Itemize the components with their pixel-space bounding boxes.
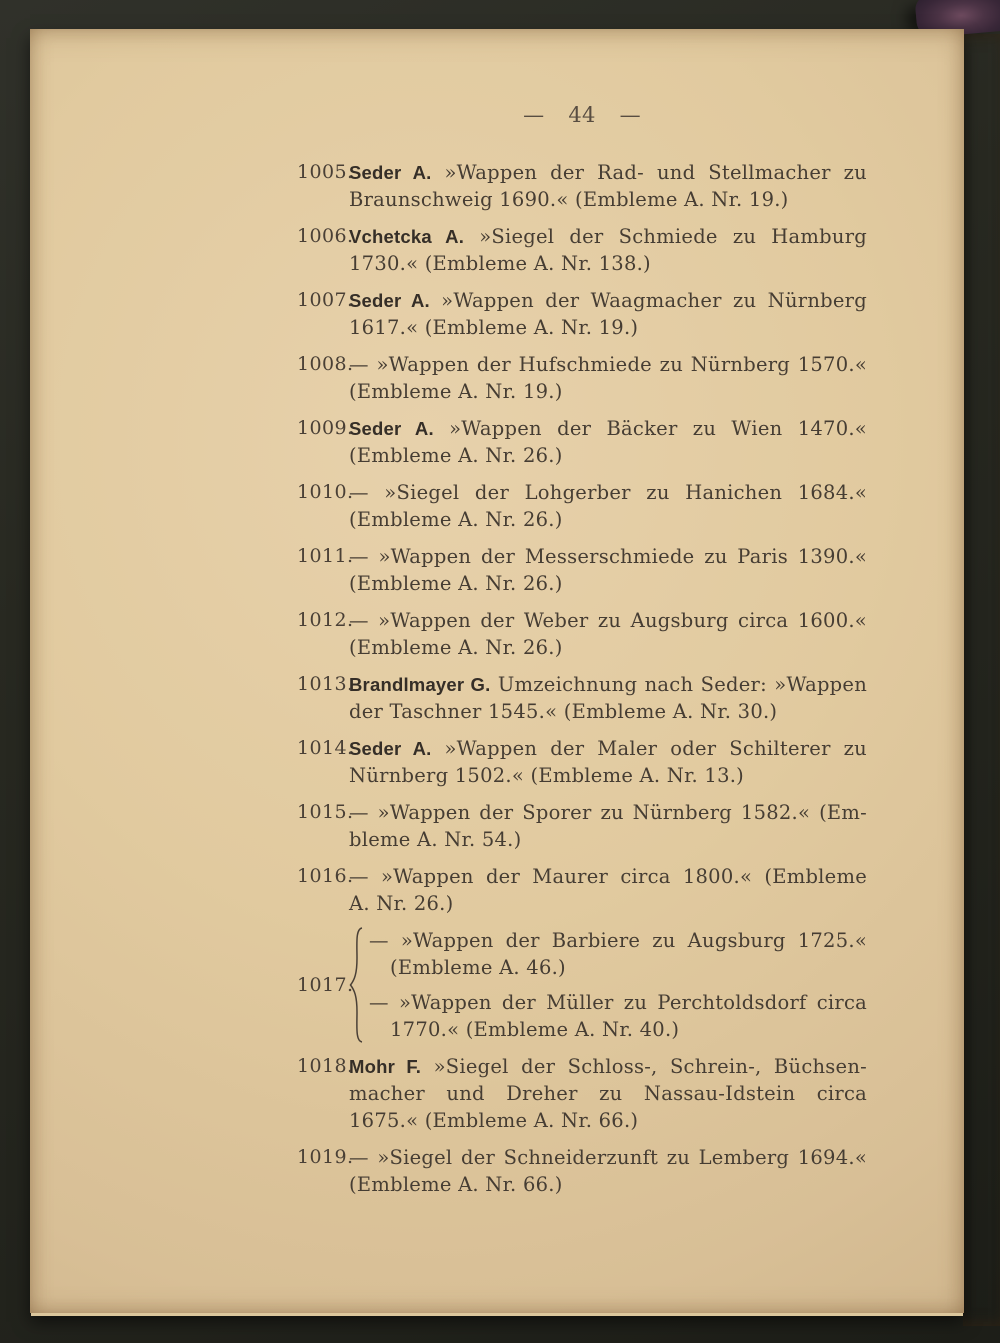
entry-line: — »Wappen der Maurer circa 1800.« (Embleme [349, 865, 867, 888]
entry-line: Mohr F. »Siegel der Schloss-, Schrein-, Büchsen- [349, 1055, 867, 1078]
entry-line: — »Wappen der Weber zu Augsburg circa 1600.« [349, 609, 867, 632]
entry-line: (Embleme A. Nr. 26.) [349, 636, 563, 659]
page-number-value: 44 [568, 103, 596, 127]
entry-line: Seder A. »Wappen der Maler oder Schilterer zu [349, 737, 867, 760]
entry-number: 1008. [297, 353, 354, 375]
entry-line: — »Wappen der Barbiere zu Augsburg 1725.« [369, 929, 867, 952]
next-page-edge [963, 34, 1000, 1326]
entry-line: — »Wappen der Müller zu Perchtoldsdorf circa [369, 991, 867, 1014]
entry-number: 1019. [297, 1146, 354, 1168]
entry-line: — »Siegel der Lohgerber zu Hanichen 1684.« [349, 481, 867, 504]
entry-number: 1014. [297, 737, 354, 759]
text-block [297, 29, 867, 1313]
entry-line: (Embleme A. Nr. 26.) [349, 508, 563, 531]
entry-line: — »Wappen der Hufschmiede zu Nürnberg 1570.« [349, 353, 867, 376]
entry-line: 1730.« (Embleme A. Nr. 138.) [349, 252, 651, 275]
entry-line: Braunschweig 1690.« (Embleme A. Nr. 19.) [349, 188, 789, 211]
entry-number: 1018. [297, 1055, 354, 1077]
catalog-entry [297, 607, 867, 661]
header-dash-right: — [619, 103, 641, 127]
entry-line: (Embleme A. Nr. 66.) [349, 1173, 563, 1196]
catalog-entry [297, 1144, 867, 1198]
catalog-entry-group [297, 927, 867, 1043]
entry-number: 1011. [297, 545, 354, 567]
entry-line: — »Siegel der Schneiderzunft zu Lemberg 1694.« [349, 1146, 867, 1169]
entry-line: (Embleme A. Nr. 19.) [349, 380, 563, 403]
entry-line: Nürnberg 1502.« (Embleme A. Nr. 13.) [349, 764, 745, 787]
catalog-entry [297, 799, 867, 853]
entry-number: 1010. [297, 481, 354, 503]
entry-line: — »Wappen der Messerschmiede zu Paris 1390.« [349, 545, 867, 568]
entry-line: — »Wappen der Sporer zu Nürnberg 1582.« (Em- [349, 801, 867, 824]
entry-line: 1617.« (Embleme A. Nr. 19.) [349, 316, 639, 339]
entry-line: der Taschner 1545.« (Embleme A. Nr. 30.) [349, 700, 778, 723]
author-name: Seder A. [349, 738, 432, 759]
catalog-entry [297, 735, 867, 789]
entry-number: 1013. [297, 673, 354, 695]
catalog-subentry [369, 989, 867, 1043]
entry-group-column [369, 927, 867, 1043]
catalog-entry [297, 159, 867, 213]
entry-number: 1017. [297, 973, 354, 996]
catalog-entry [297, 351, 867, 405]
entry-line: macher und Dreher zu Nassau-Idstein circa [349, 1082, 867, 1105]
entry-line: 1675.« (Embleme A. Nr. 66.) [349, 1109, 639, 1132]
entry-line: (Embleme A. Nr. 26.) [349, 572, 563, 595]
author-name: Brandlmayer G. [349, 674, 491, 695]
entry-line: Seder A. »Wappen der Rad- und Stellmacher zu [349, 161, 867, 184]
entry-line: (Embleme A. Nr. 26.) [349, 444, 563, 467]
author-name: Seder A. [349, 162, 432, 183]
entry-number: 1016. [297, 865, 354, 887]
entry-number: 1007. [297, 289, 354, 311]
catalog-entry [297, 479, 867, 533]
catalog-entry [297, 863, 867, 917]
catalog-subentry [369, 927, 867, 981]
entry-line: Vchetcka A. »Siegel der Schmiede zu Hamburg [349, 225, 868, 248]
entry-line: (Embleme A. 46.) [390, 956, 566, 979]
curly-brace-icon [349, 927, 364, 1043]
entry-line: A. Nr. 26.) [349, 892, 454, 915]
entry-number: 1005. [297, 161, 354, 183]
catalog-entry [297, 543, 867, 597]
catalog-entry [297, 287, 867, 341]
entry-line: Brandlmayer G. Umzeichnung nach Seder: »Wappen [349, 673, 868, 696]
book-page [30, 29, 964, 1313]
page-number [297, 103, 867, 127]
entry-number: 1006. [297, 225, 354, 247]
entry-line: Seder A. »Wappen der Bäcker zu Wien 1470.« [349, 417, 867, 440]
entry-number: 1012. [297, 609, 354, 631]
entry-line: 1770.« (Embleme A. Nr. 40.) [390, 1018, 680, 1041]
catalog-entry [297, 1053, 867, 1134]
author-name: Mohr F. [349, 1056, 422, 1077]
catalog-entry [297, 671, 867, 725]
author-name: Vchetcka A. [349, 226, 465, 247]
entry-line: Seder A. »Wappen der Waagmacher zu Nürnberg [349, 289, 867, 312]
author-name: Seder A. [349, 290, 430, 311]
author-name: Seder A. [349, 418, 434, 439]
entries [297, 159, 867, 1208]
catalog-entry [297, 415, 867, 469]
header-dash-left: — [523, 103, 545, 127]
catalog-entry [297, 223, 867, 277]
entry-number: 1009. [297, 417, 354, 439]
entry-line: bleme A. Nr. 54.) [349, 828, 522, 851]
entry-number: 1015. [297, 801, 354, 823]
